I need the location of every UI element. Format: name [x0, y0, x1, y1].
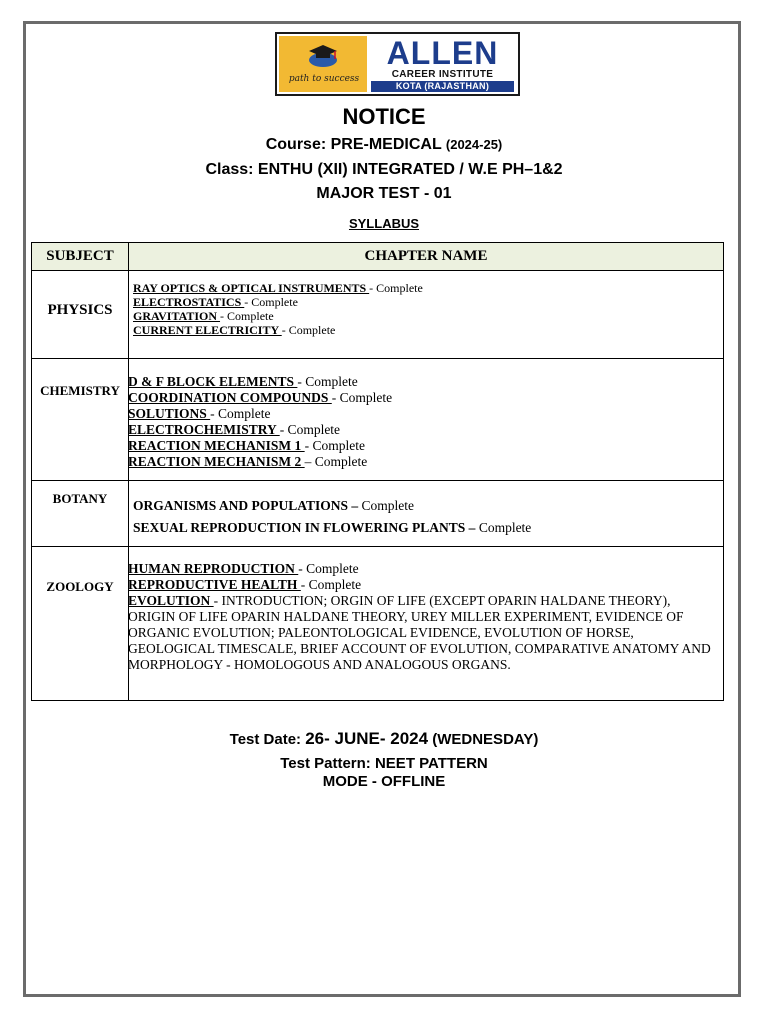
table-row — [32, 271, 724, 359]
chapter-name: EVOLUTION — [128, 593, 214, 608]
test-date — [0, 729, 768, 749]
chapter-status: - Complete — [281, 323, 336, 337]
chapter-status: – Complete — [304, 454, 368, 469]
chapter-item — [128, 577, 723, 593]
chapter-status: - Complete — [298, 561, 359, 576]
subject-header: SUBJECT — [32, 243, 129, 271]
chapter-item — [128, 406, 723, 422]
chapter-status: - Complete — [304, 438, 366, 453]
syllabus-heading: SYLLABUS — [348, 216, 420, 231]
chapter-name: RAY OPTICS & OPTICAL INSTRUMENTS — [133, 281, 370, 295]
table-row — [32, 359, 724, 481]
chapter-item — [128, 438, 723, 454]
test-mode: MODE - OFFLINE — [322, 773, 446, 790]
subject-chemistry — [32, 359, 129, 481]
chapter-status: - Complete — [297, 374, 358, 389]
allen-logo — [275, 32, 520, 96]
chapter-item — [128, 422, 723, 438]
chapter-status: - Complete — [279, 422, 341, 437]
subject-label: PHYSICS — [47, 302, 113, 318]
evolution-detail: - INTRODUCTION; ORGIN OF LIFE (EXCEPT OPARIN HALDANE THEORY), ORIGIN OF LIFE OPARIN HALDANE THEORY, UREY MILLER EXPERIMENT, EVIDENCE OF ORGANIC EVOLUTION; PALEONTOLOGICAL EVIDENCE, EVOLUTION OF HORSE, GEOLOGICAL TIMESCALE, BRIEF ACCOUNT OF EVOLUTION, COMPARATIVE ANATOMY AND MORPHOLOGY - HOMOLOGOUS AND ANALOGOUS ORGANS. — [128, 593, 711, 672]
chemistry-chapters — [129, 359, 724, 481]
logo-brand: ALLEN — [386, 35, 499, 71]
chapter-item — [129, 309, 723, 323]
chapter-name: REACTION MECHANISM 2 — [128, 454, 305, 469]
chapter-name: GRAVITATION — [133, 309, 221, 323]
subject-label: BOTANY — [52, 491, 108, 506]
test-name: MAJOR TEST - 01 — [316, 185, 452, 202]
logo-subtitle: CAREER INSTITUTE — [391, 69, 494, 80]
chapter-name: D & F BLOCK ELEMENTS — [128, 374, 298, 389]
chapter-status: - Complete — [244, 295, 298, 309]
date-value: 26- JUNE- 2024 — [305, 729, 429, 748]
subject-label: CHEMISTRY — [40, 383, 120, 398]
chapter-item — [128, 374, 723, 390]
test-pattern: Test Pattern: NEET PATTERN — [280, 755, 488, 772]
chapter-status: Complete — [358, 498, 415, 513]
subject-physics — [32, 271, 129, 359]
chapter-status: - Complete — [331, 390, 393, 405]
chapter-item — [129, 517, 723, 539]
table-header-row — [32, 243, 724, 271]
chapter-name: ELECTROCHEMISTRY — [128, 422, 280, 437]
chapter-item — [129, 323, 723, 337]
logo-tagline: path to success — [288, 74, 360, 84]
evolution-item — [128, 593, 723, 673]
chapter-item — [129, 281, 723, 295]
logo-location: KOTA (RAJASTHAN) — [371, 81, 514, 92]
date-day: (WEDNESDAY) — [428, 731, 539, 748]
course-label: Course: PRE-MEDICAL — [265, 136, 446, 153]
botany-chapters — [129, 481, 724, 547]
chapter-name: ELECTROSTATICS — [133, 295, 245, 309]
chapter-header: CHAPTER NAME — [129, 243, 724, 271]
chapter-status: Complete — [475, 520, 532, 535]
course-year: (2024-25) — [445, 137, 503, 152]
subject-zoology — [32, 547, 129, 701]
logo-emblem — [279, 36, 367, 92]
syllabus-table — [31, 242, 724, 701]
chapter-item — [128, 454, 723, 470]
subject-botany — [32, 481, 129, 547]
chapter-status: - Complete — [220, 309, 274, 323]
chapter-name: ORGANISMS AND POPULATIONS – — [133, 498, 359, 513]
table-row — [32, 481, 724, 547]
chapter-name: REPRODUCTIVE HEALTH — [128, 577, 301, 592]
chapter-name: SOLUTIONS — [128, 406, 211, 421]
chapter-item — [128, 561, 723, 577]
chapter-item — [129, 295, 723, 309]
physics-chapters — [129, 271, 724, 359]
chapter-name: HUMAN REPRODUCTION — [128, 561, 299, 576]
course-line — [0, 136, 768, 154]
chapter-item — [129, 495, 723, 517]
graduation-cap-icon — [305, 42, 341, 68]
logo-wordmark — [369, 36, 516, 92]
chapter-status: - Complete — [300, 577, 362, 592]
chapter-status: - Complete — [210, 406, 271, 421]
notice-title: NOTICE — [342, 104, 426, 129]
chapter-status: - Complete — [369, 281, 423, 295]
chapter-item — [128, 390, 723, 406]
table-row — [32, 547, 724, 701]
subject-label: ZOOLOGY — [46, 579, 114, 594]
zoology-chapters — [129, 547, 724, 701]
chapter-name: COORDINATION COMPOUNDS — [128, 390, 332, 405]
chapter-name: REACTION MECHANISM 1 — [128, 438, 305, 453]
chapter-name: SEXUAL REPRODUCTION IN FLOWERING PLANTS – — [133, 520, 476, 535]
class-line: Class: ENTHU (XII) INTEGRATED / W.E PH–1&2 — [205, 161, 563, 178]
date-label: Test Date: — [229, 731, 306, 748]
chapter-name: CURRENT ELECTRICITY — [133, 323, 282, 337]
